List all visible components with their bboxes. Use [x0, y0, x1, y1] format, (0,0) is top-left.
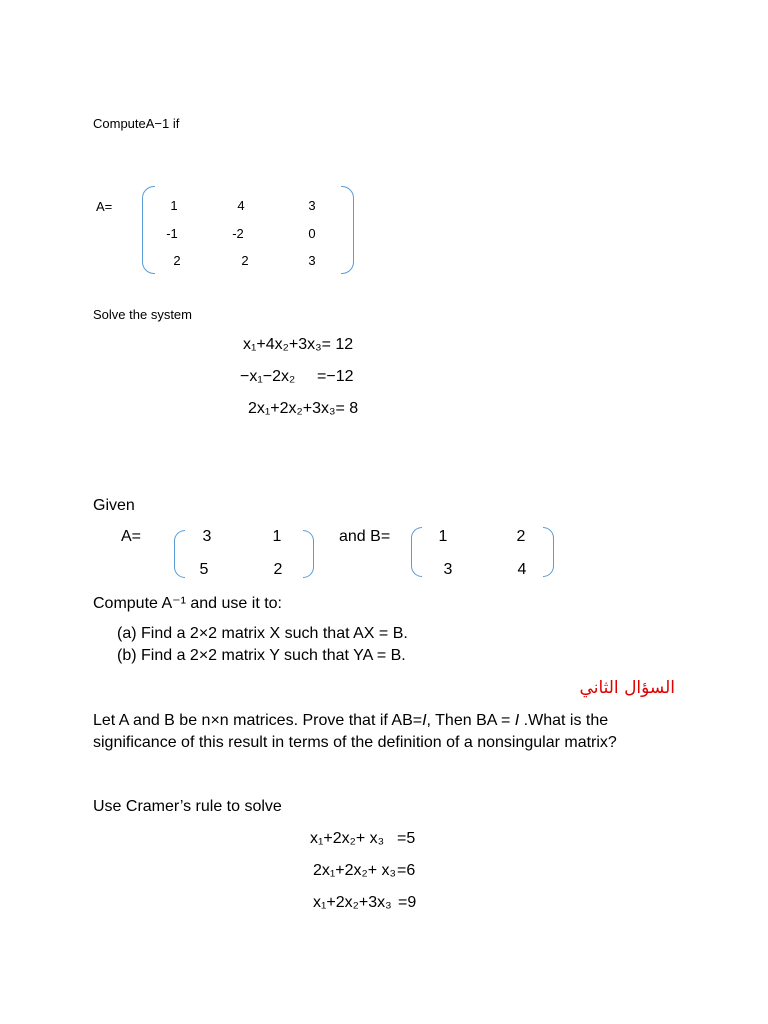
matrix-cell: 2: [241, 253, 249, 268]
equation-rhs: =5: [397, 830, 416, 847]
matrix-cell: 0: [308, 226, 316, 241]
matrix-cell: 1: [272, 528, 282, 545]
q4-text: , Then BA =: [426, 712, 515, 729]
equation-rhs: =−12: [317, 368, 354, 385]
right-bracket-icon: [303, 530, 314, 578]
matrix-cell: 5: [199, 561, 209, 578]
equation-lhs: −x₁−2x₂: [240, 368, 296, 385]
right-bracket-icon: [543, 527, 554, 577]
q3-compute: Compute A⁻¹ and use it to:: [93, 595, 282, 612]
q1-matrix-label: A=: [96, 199, 113, 214]
equation-rhs: =6: [397, 862, 416, 879]
left-bracket-icon: [142, 186, 155, 274]
equation-lhs: 2x₁+2x₂+ x₃: [313, 862, 397, 879]
matrix-cell: 3: [308, 253, 316, 268]
matrix-cell: 2: [273, 561, 283, 578]
equation-rhs: =9: [398, 894, 417, 911]
matrix-a-label: A=: [121, 528, 142, 545]
matrix-cell: 1: [170, 198, 178, 213]
matrix-cell: -1: [166, 226, 178, 241]
matrix-cell: -2: [232, 226, 244, 241]
equation: 2x₁+2x₂+3x₃= 8: [248, 400, 359, 417]
matrix-cell: 1: [438, 528, 448, 545]
matrix-cell: 3: [308, 198, 316, 213]
section-heading: السؤال الثاني: [579, 678, 675, 698]
identity-symbol: I: [514, 712, 520, 729]
matrix-cell: 4: [237, 198, 245, 213]
q4-text: .What is the significance of this result in terms of the definition of a nonsingular matrix?: [93, 712, 617, 751]
equation: x₁+4x₂+3x₃= 12: [243, 336, 354, 353]
matrix-cell: 2: [173, 253, 181, 268]
q1-title: ComputeA−1 if: [93, 116, 180, 131]
q4-text: Let A and B be n×n matrices. Prove that if AB=: [93, 712, 423, 729]
left-bracket-icon: [174, 530, 185, 578]
matrix-cell: 2: [516, 528, 526, 545]
matrix-cell: 3: [202, 528, 212, 545]
identity-symbol: I: [422, 712, 427, 729]
q5-title: Use Cramer’s rule to solve: [93, 798, 282, 815]
equation-lhs: x₁+2x₂+ x₃: [310, 830, 385, 847]
q3-given: Given: [93, 497, 135, 514]
matrix-cell: 4: [517, 561, 527, 578]
matrix-b-label: and B=: [339, 528, 391, 545]
q3-part-b: (b) Find a 2×2 matrix Y such that YA = B.: [117, 647, 406, 664]
q4-paragraph: [93, 710, 673, 754]
equation-lhs: x₁+2x₂+3x₃: [313, 894, 392, 911]
right-bracket-icon: [341, 186, 354, 274]
left-bracket-icon: [411, 527, 422, 577]
q3-part-a: (a) Find a 2×2 matrix X such that AX = B.: [117, 625, 408, 642]
q2-title: Solve the system: [93, 307, 192, 322]
matrix-cell: 3: [443, 561, 453, 578]
